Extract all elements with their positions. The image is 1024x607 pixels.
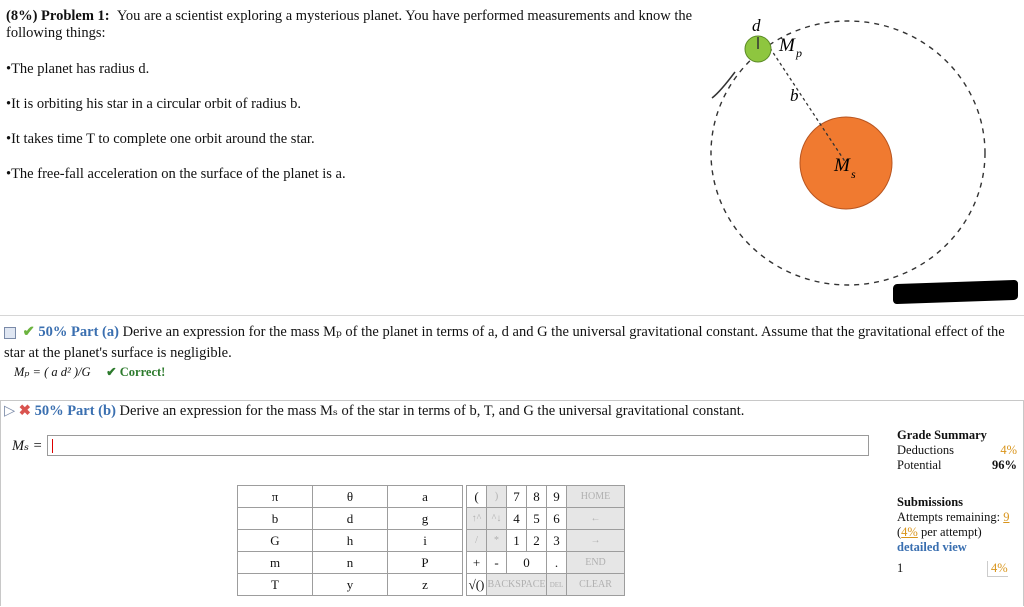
key-open-paren[interactable]: ( (467, 486, 487, 508)
key-6[interactable]: 6 (547, 508, 567, 530)
submissions-title: Submissions (897, 495, 964, 509)
key-d[interactable]: d (313, 508, 388, 530)
attempts-value: 9 (1003, 510, 1010, 524)
star-mass-label: M (834, 155, 850, 176)
planet-mass-subscript: p (796, 46, 802, 60)
number-keypad (466, 485, 625, 596)
key-P[interactable]: P (388, 552, 463, 574)
part-a-answer: Mₚ = ( a d² )/G (14, 365, 91, 379)
part-b-text: Derive an expression for the mass Mₛ of the star in terms of b, T, and G the universal gravitational constant. (119, 403, 745, 419)
key-backspace[interactable]: BACKSPACE (487, 574, 547, 596)
text-caret (52, 439, 53, 453)
key-multiply[interactable]: * (487, 530, 507, 552)
key-plus[interactable]: + (467, 552, 487, 574)
correct-status: ✔ Correct! (106, 365, 166, 379)
check-icon: ✔ (22, 324, 35, 340)
bullet-acceleration: •The free-fall acceleration on the surface of the planet is a. (6, 166, 346, 182)
attempts-label: Attempts remaining: (897, 510, 1001, 524)
potential-value: 96% (992, 458, 1017, 472)
part-a-label: 50% Part (a) (38, 324, 119, 340)
problem-intro: You are a scientist exploring a mysterious planet. You have performed measurements and know the following things: (6, 8, 693, 41)
variable-keypad (237, 485, 463, 596)
key-left-arrow[interactable]: ← (567, 508, 625, 530)
key-dot[interactable]: . (547, 552, 567, 574)
key-9[interactable]: 9 (547, 486, 567, 508)
key-1[interactable]: 1 (507, 530, 527, 552)
deductions-value: 4% (1000, 443, 1017, 457)
per-attempt-pct: 4% (901, 525, 918, 539)
key-4[interactable]: 4 (507, 508, 527, 530)
key-sqrt[interactable]: √() (467, 574, 487, 596)
submission-row (897, 561, 1017, 577)
attempts-row (897, 510, 1017, 525)
key-clear[interactable]: CLEAR (567, 574, 625, 596)
separator (0, 315, 1024, 316)
key-T[interactable]: T (238, 574, 313, 596)
key-5[interactable]: 5 (527, 508, 547, 530)
key-end[interactable]: END (567, 552, 625, 574)
grade-summary-title: Grade Summary (897, 428, 987, 442)
key-h[interactable]: h (313, 530, 388, 552)
per-attempt-row: (4% per attempt) (897, 525, 982, 539)
part-b-label: 50% Part (b) (34, 403, 116, 419)
bullet-radius: •The planet has radius d. (6, 61, 150, 77)
key-superscript[interactable]: ↑^ (467, 508, 487, 530)
grade-summary (897, 428, 1017, 577)
key-minus[interactable]: - (487, 552, 507, 574)
key-n[interactable]: n (313, 552, 388, 574)
key-a[interactable]: a (388, 486, 463, 508)
problem-statement (6, 8, 696, 42)
key-8[interactable]: 8 (527, 486, 547, 508)
problem-label: (8%) Problem 1: (6, 8, 110, 24)
per-attempt-text: per attempt) (920, 525, 982, 539)
key-z[interactable]: z (388, 574, 463, 596)
submission-number: 1 (897, 561, 904, 575)
key-subscript[interactable]: ^↓ (487, 508, 507, 530)
part-a (4, 322, 1022, 364)
bullet-period: •It takes time T to complete one orbit around the star. (6, 131, 315, 147)
orbit-label: b (790, 86, 799, 105)
star-mass-subscript: s (851, 167, 856, 181)
key-y[interactable]: y (313, 574, 388, 596)
expand-arrow-icon[interactable]: ▷ (4, 403, 16, 419)
key-i[interactable]: i (388, 530, 463, 552)
part-a-answer-row (14, 364, 165, 380)
key-G[interactable]: G (238, 530, 313, 552)
orbit-diagram (700, 6, 1024, 296)
key-g[interactable]: g (388, 508, 463, 530)
radius-label: d (752, 16, 761, 35)
key-7[interactable]: 7 (507, 486, 527, 508)
key-3[interactable]: 3 (547, 530, 567, 552)
key-divide[interactable]: / (467, 530, 487, 552)
potential-label: Potential (897, 458, 942, 472)
key-theta[interactable]: θ (313, 486, 388, 508)
submission-deduction: 4% (987, 561, 1008, 577)
part-a-text: Derive an expression for the mass Mₚ of the planet in terms of a, d and G the universal gravitational constant. Assume that the gravitational effect of the star at the planet's surface is negligible. (4, 324, 1005, 361)
planet-mass-label: M (779, 35, 795, 56)
key-b[interactable]: b (238, 508, 313, 530)
part-b (4, 403, 744, 420)
bullet-orbit: •It is orbiting his star in a circular orbit of radius b. (6, 96, 302, 112)
key-2[interactable]: 2 (527, 530, 547, 552)
collapse-icon[interactable] (4, 327, 16, 339)
key-right-arrow[interactable]: → (567, 530, 625, 552)
key-pi[interactable]: π (238, 486, 313, 508)
key-close-paren[interactable]: ) (487, 486, 507, 508)
answer-input[interactable] (47, 435, 869, 456)
detailed-view-link[interactable]: detailed view (897, 540, 967, 554)
redaction-mark (893, 280, 1018, 304)
cross-icon: ✖ (18, 403, 31, 419)
key-home[interactable]: HOME (567, 486, 625, 508)
key-m[interactable]: m (238, 552, 313, 574)
answer-label: Mₛ = (12, 438, 43, 454)
orbit-arrow (712, 72, 735, 98)
key-0[interactable]: 0 (507, 552, 547, 574)
key-del[interactable]: DEL (547, 574, 567, 596)
deductions-label: Deductions (897, 443, 954, 457)
